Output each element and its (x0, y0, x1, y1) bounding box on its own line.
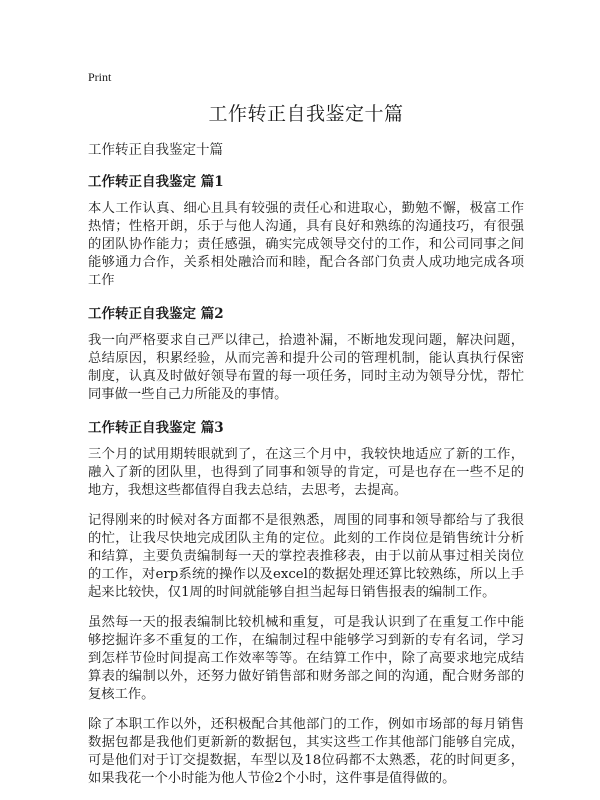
section-heading-1: 工作转正自我鉴定 篇1 (88, 174, 224, 190)
paragraph: 虽然每一天的报表编制比较机械和重复，可是我认识到了在重复工作中能够挖掘许多不重复的工作，在编制过程中能够学习到新的专有名词，学习到怎样节俭时间提高工作效率等等。在结算工作中，除了高要求地完成结算表的编制以外，还努力做好销售部和财务部之间的沟通，配合财务部的复核工作。 (88, 615, 524, 702)
paragraph: 本人工作认真、细心且具有较强的责任心和进取心，勤勉不懈，极富工作热情；性格开朗，乐于与他人沟通，具有良好和熟练的沟通技巧，有很强的团队协作能力；责任感强，确实完成领导交付的工作，和公司同事之间能够通力合作，关系相处融洽而和睦，配合各部门负责人成功地完成各项工作 (88, 201, 524, 288)
paragraph: 我一向严格要求自己严以律己，拾遗补漏，不断地发现问题，解决问题，总结原因，积累经验，从而完善和提升公司的管理机制，能认真执行保密制度，认真及时做好领导布置的每一项任务，同时主动为领导分忧，帮忙同事做一些自己力所能及的事情。 (88, 333, 524, 402)
document-page (88, 70, 524, 800)
section-heading-2: 工作转正自我鉴定 篇2 (88, 306, 224, 322)
document-title: 工作转正自我鉴定十篇 (208, 103, 404, 125)
paragraph: 三个月的试用期转眼就到了，在这三个月中，我较快地适应了新的工作，融入了新的团队里，也得到了同事和领导的肯定，可是也存在一些不足的地方，我想这些都值得自我去总结，去思考，去提高。 (88, 447, 524, 498)
document-subtitle: 工作转正自我鉴定十篇 (88, 142, 223, 158)
section-heading-3: 工作转正自我鉴定 篇3 (88, 420, 224, 436)
paragraph: 记得刚来的时候对各方面都不是很熟悉，周围的同事和领导都给与了我很的忙，让我尽快地完成团队主角的定位。此刻的工作岗位是销售统计分析和结算，主要负责编制每一天的掌控表推移表，由于以前从事过相关岗位的工作，对erp系统的操作以及excel的数据处理还算比较熟练，所以上手起来比较快，仅1周的时间就能够自担当起每日销售报表的编制工作。 (88, 513, 524, 600)
paragraph: 除了本职工作以外，还积极配合其他部门的工作，例如市场部的每月销售数据包都是我他们更新新的数据包，其实这些工作其他部门能够自完成，可是他们对于订交提数据，车型以及18位码都不太熟悉，花的时间更多，如果我花一个小时能为他人节俭2个小时，这件事是值得做的。 (88, 717, 524, 786)
print-link[interactable]: Print (88, 70, 112, 84)
